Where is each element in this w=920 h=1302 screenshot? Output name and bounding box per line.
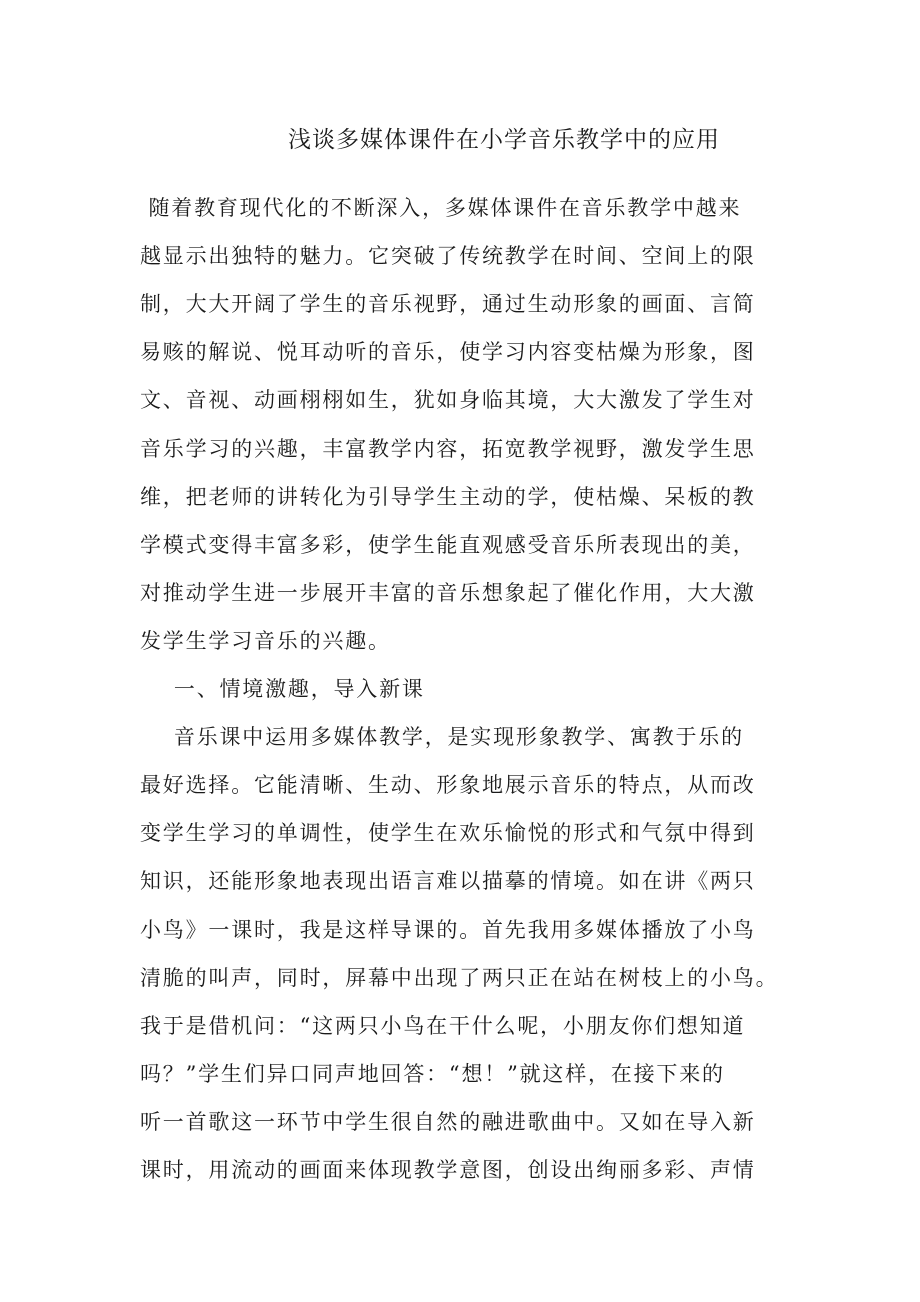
document-title: 浅谈多媒体课件在小学音乐教学中的应用: [288, 127, 720, 153]
body-line: 易赅的解说、悦耳动听的音乐，使学习内容变枯燥为形象，图: [140, 340, 756, 364]
body-line: 最好选择。它能清晰、生动、形象地展示音乐的特点，从而改: [140, 773, 756, 797]
body-line: 随着教育现代化的不断深入，多媒体课件在音乐教学中越来: [140, 196, 742, 220]
body-line: 一、情境激趣，导入新课: [140, 677, 425, 701]
body-line: 听一首歌这一环节中学生很自然的融进歌曲中。又如在导入新: [140, 1110, 756, 1134]
body-line: 我于是借机问：“这两只小鸟在干什么呢，小朋友你们想知道: [140, 1014, 746, 1038]
body-line: 音乐课中运用多媒体教学，是实现形象教学、寓教于乐的: [140, 725, 744, 749]
body-line: 维，把老师的讲转化为引导学生主动的学，使枯燥、呆板的教: [140, 485, 756, 509]
body-line: 制，大大开阔了学生的音乐视野，通过生动形象的画面、言简: [140, 292, 756, 316]
body-line: 小鸟》一课时，我是这样导课的。首先我用多媒体播放了小鸟: [140, 918, 756, 942]
body-line: 发学生学习音乐的兴趣。: [140, 629, 391, 653]
body-line: 课时，用流动的画面来体现教学意图，创设出绚丽多彩、声情: [140, 1158, 756, 1182]
body-line: 学模式变得丰富多彩，使学生能直观感受音乐所表现出的美，: [140, 533, 756, 557]
body-line: 音乐学习的兴趣，丰富教学内容，拓宽教学视野，激发学生思: [140, 437, 756, 461]
body-line: 清脆的叫声，同时，屏幕中出现了两只正在站在树枝上的小鸟。: [140, 966, 779, 990]
body-line: 知识，还能形象地表现出语言难以描摹的情境。如在讲《两只: [140, 869, 756, 893]
body-line: 吗？”学生们异口同声地回答：“想！”就这样，在接下来的: [140, 1062, 725, 1086]
body-line: 变学生学习的单调性，使学生在欢乐愉悦的形式和气氛中得到: [140, 821, 756, 845]
body-line: 对推动学生进一步展开丰富的音乐想象起了催化作用，大大激: [140, 581, 756, 605]
body-line: 文、音视、动画栩栩如生，犹如身临其境，大大激发了学生对: [140, 388, 756, 412]
body-line: 越显示出独特的魅力。它突破了传统教学在时间、空间上的限: [140, 244, 756, 268]
